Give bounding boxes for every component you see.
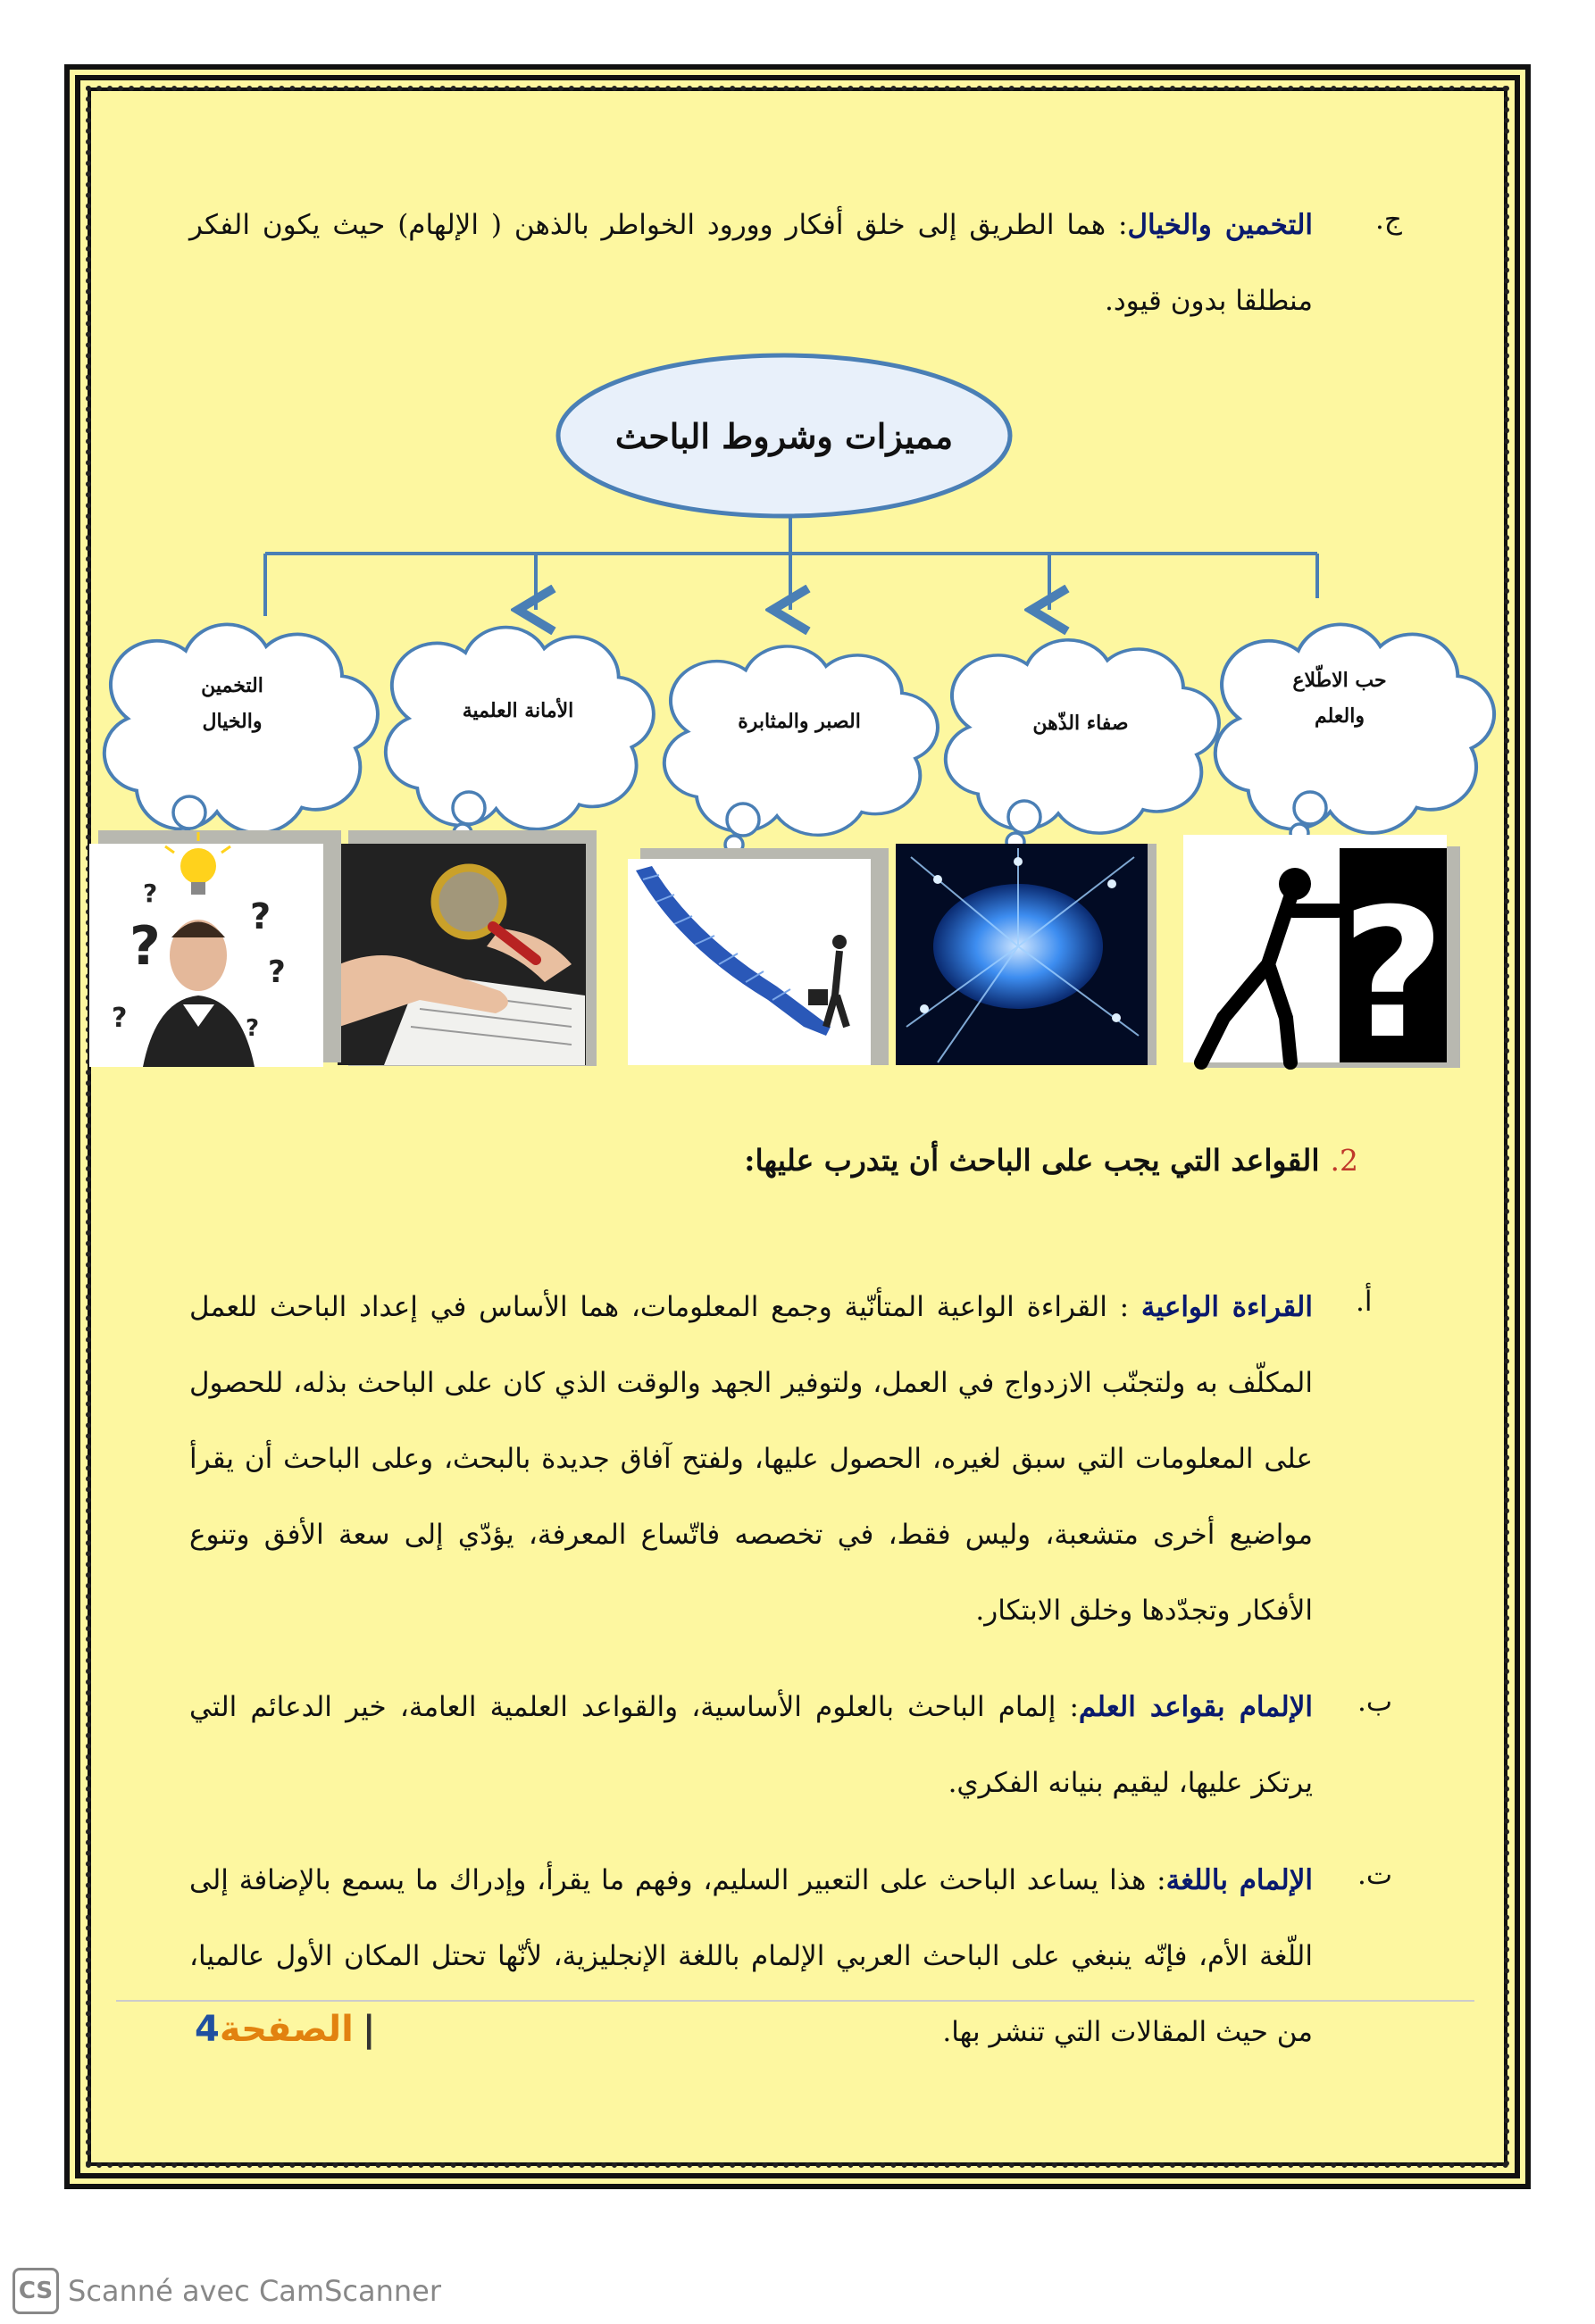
paragraph-b-label: الإلمام بقواعد العلم <box>1078 1691 1313 1723</box>
paragraph-a-label: القراءة الواعية <box>1140 1291 1313 1323</box>
page-label: الصفحة <box>219 2009 354 2050</box>
question-push-photo <box>1183 835 1460 1079</box>
cloud-5-line2: والخيال <box>202 710 263 733</box>
paragraph-t-text: : هذا يساعد الباحث على التعبير السليم، وفهم ما يقرأ، وإدراك ما يسمع بالإضافة إلى اللّغة الأم، فإنّه ينبغي على الباحث العربي الإلمام باللغة الإنجليزية، لأنّها تحتل المكان الأول عالميا، من حيث المقالات التي تنشر بها. <box>189 1864 1313 2048</box>
cloud-3-line1: الصبر والمثابرة <box>738 710 861 733</box>
svg-text:?: ? <box>246 1015 260 1042</box>
cloud-4-line1: الأمانة العلمية <box>462 699 574 722</box>
svg-text:?: ? <box>112 1003 128 1034</box>
marker-t: ت. <box>1357 1859 1393 1891</box>
paragraph-b <box>189 1670 1313 1821</box>
marker-a: أ. <box>1356 1286 1373 1318</box>
cloud-4-text <box>420 693 616 729</box>
section-2-number: 2. <box>1330 1143 1358 1178</box>
paragraph-a <box>189 1270 1313 1649</box>
paragraph-j-text: : هما الطريق إلى خلق أفكار وورود الخواطر بالذهن ( الإلهام) حيث يكون الفكر منطلقا بدون قيود. <box>189 209 1313 317</box>
svg-text:?: ? <box>268 954 286 990</box>
svg-text:?: ? <box>143 879 158 908</box>
cloud-1-line1: حب الاطّلاع <box>1292 669 1387 692</box>
cloud-1-text <box>1259 662 1420 734</box>
svg-text:?: ? <box>1340 870 1446 1079</box>
stairs-photo <box>628 848 889 1065</box>
cloud-2-text <box>991 705 1170 741</box>
cloud-2-line1: صفاء الذّهن <box>1032 712 1129 735</box>
section-2-title: القواعد التي يجب على الباحث أن يتدرب عليها: <box>744 1143 1320 1178</box>
page-footer <box>195 2009 375 2050</box>
cloud-5-text <box>156 668 308 739</box>
paragraph-b-text: : إلمام الباحث بالعلوم الأساسية، والقواعد العلمية العامة، خير الدعائم التي يرتكز عليها، ليقيم بنيانه الفكري. <box>189 1691 1313 1799</box>
paragraph-a-text: : القراءة الواعية المتأنّية وجمع المعلومات، هما الأساس في إعداد الباحث للعمل المكلّف به ولتجنّب الازدواج في العمل، ولتوفير الجهد والوقت الذي كان على الباحث بذله، للحصول على المعلومات التي سبق لغيره، الحصول عليها، ولفتح آفاق جديدة بالبحث، وعلى الباحث أن يقرأ مواضيع أخرى متشعبة، وليس فقط، في تخصصه فاتّساع المعرفة، يؤدّي إلى سعة الأفق وتنوع الأفكار وتجدّدها وخلق الابتكار. <box>189 1291 1313 1627</box>
magnifier-photo <box>338 830 597 1066</box>
scanner-watermark <box>13 2268 441 2314</box>
footer-separator: | <box>362 2009 376 2050</box>
cloud-3-text <box>701 704 898 739</box>
page-number: 4 <box>195 2009 220 2050</box>
brain-photo <box>896 844 1157 1065</box>
footer-divider <box>116 2000 1474 2002</box>
scanner-text: Scanné avec CamScanner <box>68 2274 441 2308</box>
marker-b: ب. <box>1357 1686 1393 1718</box>
paragraph-t-label: الإلمام باللغة <box>1165 1864 1313 1896</box>
cloud-5-line1: التخمين <box>201 674 263 697</box>
characteristics-diagram <box>0 0 1595 1107</box>
camscanner-logo-icon: CS <box>13 2268 59 2314</box>
thinking-man-photo <box>89 830 341 1067</box>
diagram-title: مميزات وشروط الباحث <box>614 416 954 456</box>
paragraph-j-label: التخمين والخيال <box>1127 209 1313 241</box>
svg-text:?: ? <box>250 896 271 937</box>
cloud-3 <box>664 646 938 835</box>
marker-j: ج. <box>1375 204 1402 236</box>
section-2-heading <box>744 1143 1358 1178</box>
cloud-1-line2: والعلم <box>1315 704 1365 728</box>
svg-text:?: ? <box>129 915 161 978</box>
